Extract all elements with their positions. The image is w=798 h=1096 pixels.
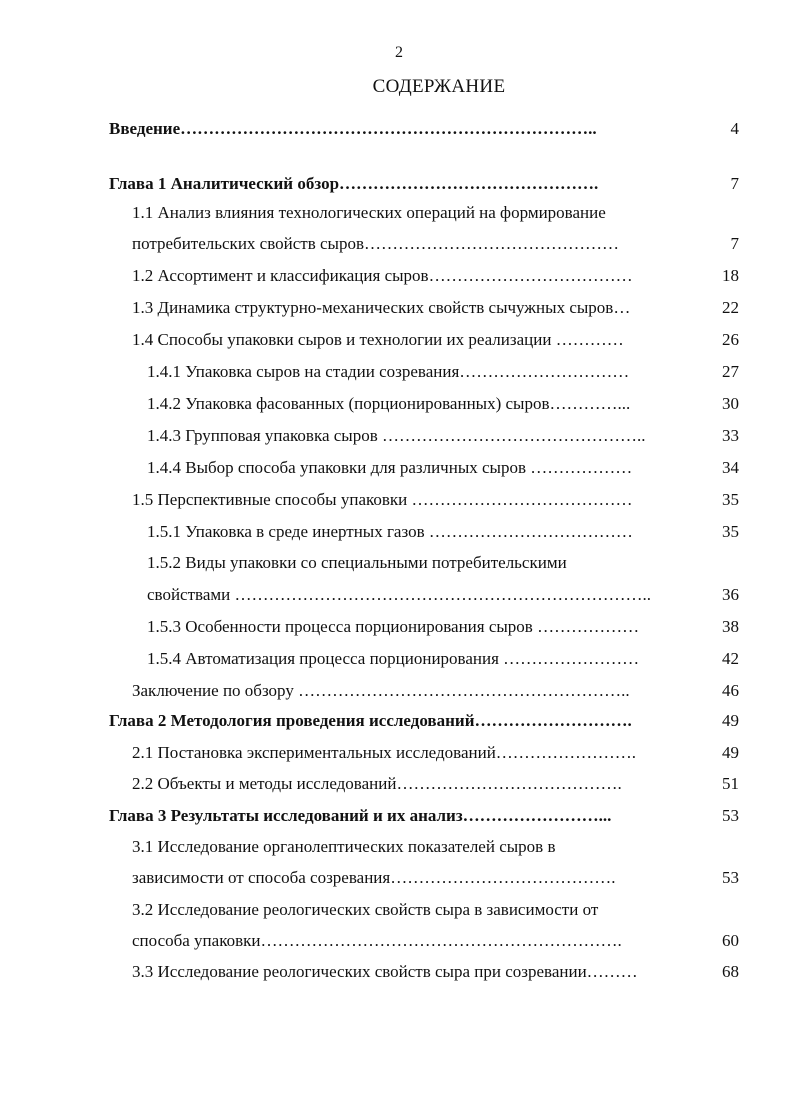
toc-entry-text: 1.2 Ассортимент и классификация сыров………………………………: [132, 266, 633, 285]
toc-entry-text: 1.4.1 Упаковка сыров на стадии созревания…………………………: [147, 362, 630, 381]
toc-entry-1-5-4[interactable]: [147, 647, 749, 671]
toc-entry-page: 53: [722, 806, 739, 825]
toc-entry-2-1[interactable]: [132, 741, 749, 765]
toc-entry-1-4[interactable]: [132, 328, 749, 352]
toc-entry-3-2-cont[interactable]: [132, 929, 749, 953]
toc-entry-text: способа упаковки……………………………………………………….: [132, 931, 622, 950]
toc-entry-1-2[interactable]: [132, 264, 749, 288]
toc-entry-conclusion[interactable]: [132, 679, 749, 703]
toc-entry-text: 1.4.3 Групповая упаковка сыров ………………………………………..: [147, 426, 646, 445]
toc-entry-text: 3.1 Исследование органолептических показателей сыров в: [132, 837, 556, 856]
toc-entry-1-5[interactable]: [132, 488, 749, 512]
page-title: СОДЕРЖАНИЕ: [372, 76, 506, 97]
toc-entry-text: 2.2 Объекты и методы исследований………………………………….: [132, 774, 622, 793]
toc-entry-page: 30: [722, 394, 739, 413]
toc-entry-chapter-3[interactable]: [109, 804, 749, 828]
toc-entry-1-4-4[interactable]: [147, 456, 749, 480]
toc-entry-introduction[interactable]: [109, 117, 749, 141]
toc-entry-page: 53: [722, 868, 739, 887]
toc-entry-text: 3.2 Исследование реологических свойств сыра в зависимости от: [132, 900, 599, 919]
toc-entry-1-4-2[interactable]: [147, 392, 749, 416]
toc-entry-page: 4: [730, 119, 739, 138]
toc-entry-page: 35: [722, 490, 739, 509]
page-number: 2: [395, 44, 403, 61]
toc-entry-page: 46: [722, 681, 739, 700]
toc-entry-1-5-2-cont[interactable]: [147, 583, 749, 607]
toc-entry-text: Глава 1 Аналитический обзор……………………………………….: [109, 174, 599, 193]
toc-entry-page: 42: [722, 649, 739, 668]
toc-entry-3-1-cont[interactable]: [132, 866, 749, 890]
toc-entry-1-5-1[interactable]: [147, 520, 749, 544]
toc-entry-text: 1.3 Динамика структурно-механических свойств сычужных сыров…: [132, 298, 631, 317]
toc-entry-1-4-1[interactable]: [147, 360, 749, 384]
toc-entry-1-5-2[interactable]: [147, 551, 749, 575]
toc-entry-text: Введение………………………………………………………………..: [109, 119, 597, 138]
toc-entry-text: 1.4.4 Выбор способа упаковки для различных сыров ………………: [147, 458, 633, 477]
toc-entry-2-2[interactable]: [132, 772, 749, 796]
toc-entry-text: Заключение по обзору …………………………………………………..: [132, 681, 630, 700]
toc-entry-page: 33: [722, 426, 739, 445]
toc-entry-page: 35: [722, 522, 739, 541]
toc-entry-text: зависимости от способа созревания………………………………….: [132, 868, 616, 887]
toc-entry-text: 3.3 Исследование реологических свойств сыра при созревании………: [132, 962, 638, 981]
toc-entry-page: 27: [722, 362, 739, 381]
toc-entry-text: 1.5.4 Автоматизация процесса порционирования ……………………: [147, 649, 640, 668]
toc-entry-1-5-3[interactable]: [147, 615, 749, 639]
toc-entry-chapter-2[interactable]: [109, 709, 749, 733]
toc-entry-text: Глава 3 Результаты исследований и их анализ……………………...: [109, 806, 612, 825]
toc-entry-page: 7: [730, 234, 739, 253]
toc-entry-page: 51: [722, 774, 739, 793]
toc-entry-text: 1.5.3 Особенности процесса порционирования сыров ………………: [147, 617, 640, 636]
toc-entry-1-3[interactable]: [132, 296, 749, 320]
toc-entry-1-1-cont[interactable]: [132, 232, 749, 256]
toc-entry-3-1[interactable]: [132, 835, 749, 859]
toc-entry-text: свойствами ………………………………………………………………..: [147, 585, 651, 604]
toc-entry-page: 22: [722, 298, 739, 317]
toc-entry-page: 18: [722, 266, 739, 285]
toc-entry-text: Глава 2 Методология проведения исследований……………………….: [109, 711, 632, 730]
toc-entry-page: 49: [722, 743, 739, 762]
toc-entry-text: потребительских свойств сыров………………………………………: [132, 234, 619, 253]
toc-entry-page: 36: [722, 585, 739, 604]
toc-entry-text: 1.5.2 Виды упаковки со специальными потребительскими: [147, 553, 567, 572]
toc-entry-text: 1.1 Анализ влияния технологических операций на формирование: [132, 203, 606, 222]
toc-entry-1-4-3[interactable]: [147, 424, 749, 448]
toc-entry-text: 1.4.2 Упаковка фасованных (порционированных) сыров…………...: [147, 394, 631, 413]
toc-entry-page: 26: [722, 330, 739, 349]
toc-entry-1-1[interactable]: [132, 201, 749, 225]
toc-entry-text: 1.5 Перспективные способы упаковки …………………………………: [132, 490, 633, 509]
toc-entry-page: 60: [722, 931, 739, 950]
toc-entry-page: 34: [722, 458, 739, 477]
toc-entry-3-3[interactable]: [132, 960, 749, 984]
toc-entry-text: 1.5.1 Упаковка в среде инертных газов ………………………………: [147, 522, 633, 541]
toc-entry-text: 1.4 Способы упаковки сыров и технологии их реализации …………: [132, 330, 624, 349]
toc-entry-page: 7: [730, 174, 739, 193]
toc-entry-chapter-1[interactable]: [109, 172, 749, 196]
toc-entry-page: 49: [722, 711, 739, 730]
toc-entry-page: 68: [722, 962, 739, 981]
toc-entry-text: 2.1 Постановка экспериментальных исследований…………………….: [132, 743, 637, 762]
toc-entry-page: 38: [722, 617, 739, 636]
toc-entry-3-2[interactable]: [132, 898, 749, 922]
